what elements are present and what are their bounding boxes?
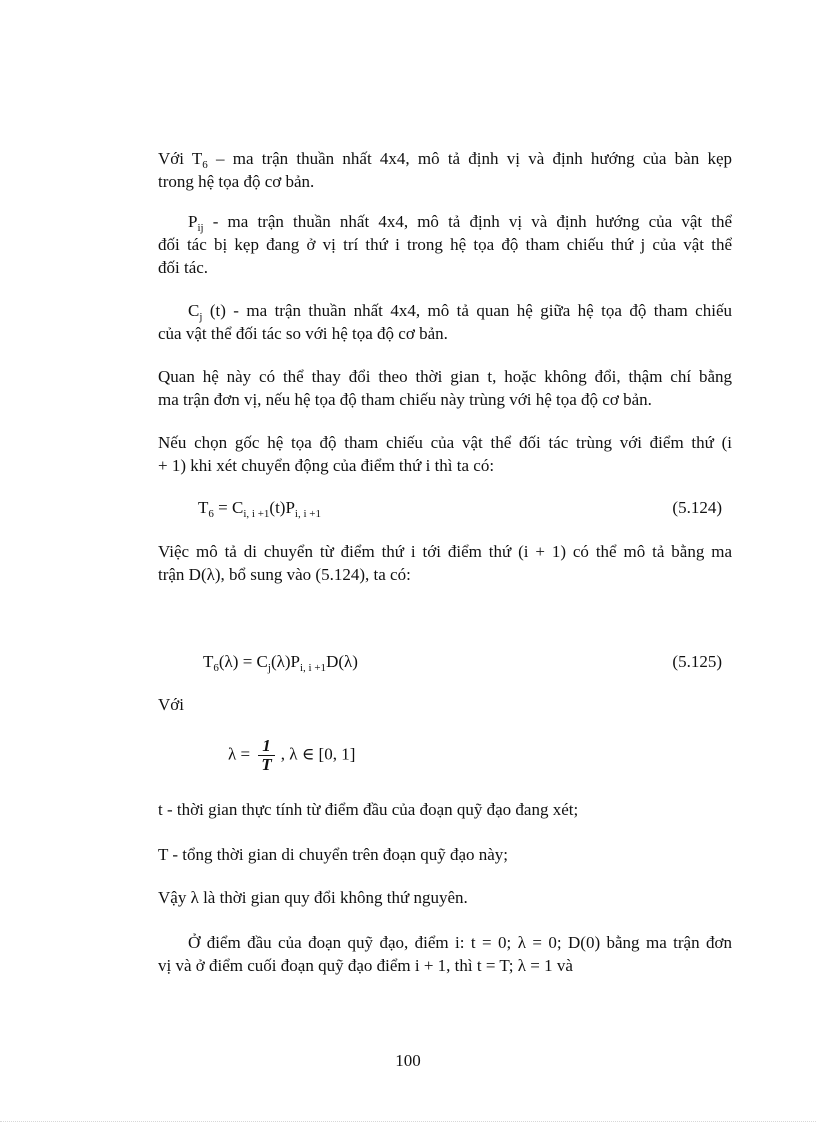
paragraph-relation-note xyxy=(158,365,732,411)
paragraph-t6-definition xyxy=(158,147,732,193)
lambda-definition: λ = $\frac{1}{T}$ , λ ∈ [0, 1] xyxy=(228,736,356,774)
text-line: ma trận đơn vị, nếu hệ tọa độ tham chiếu này trùng với hệ tọa độ cơ bản. xyxy=(158,390,652,409)
paragraph-pij-definition xyxy=(158,210,732,279)
text-line: vị và ở điểm cuối đoạn quỹ đạo điểm i + 1, thì t = T; λ = 1 và xyxy=(158,956,573,975)
text-line: đối tác bị kẹp đang ở vị trí thứ i trong hệ tọa độ tham chiếu thứ j của vật thể xyxy=(158,235,732,254)
text-line: đối tác. xyxy=(158,258,209,277)
equation-number: (5.124) xyxy=(672,498,722,517)
text-line: Ở điểm đầu của đoạn quỹ đạo, điểm i: t = 0; λ = 0; D(0) bằng ma trận đơn xyxy=(188,933,732,952)
text-voi: Với xyxy=(158,695,184,714)
text-line: Với $T_6$ – ma trận thuần nhất 4x4, mô tả định vị và định hướng của bàn kẹp xyxy=(158,149,732,171)
text-line: $C_j$ (t) - ma trận thuần nhất 4x4, mô tả quan hệ giữa hệ tọa độ tham chiếu xyxy=(188,301,732,323)
equation-body: $T_6(\lambda) = C_j(\lambda)P_{i, i +1}D(\lambda)$ xyxy=(203,652,358,674)
paragraph-cj-definition xyxy=(158,299,732,345)
paragraph-motion-description xyxy=(158,540,732,586)
text-line: Quan hệ này có thể thay đổi theo thời gian t, hoặc không đổi, thậm chí bằng xyxy=(158,367,732,386)
text-line: Nếu chọn gốc hệ tọa độ tham chiếu của vật thể đối tác trùng với điểm thứ (i xyxy=(158,433,732,452)
text-line: $P_{ij}$ - ma trận thuần nhất 4x4, mô tả định vị và định hướng của vật thể xyxy=(188,212,732,234)
paragraph-endpoints xyxy=(158,931,732,977)
equation-5-124 xyxy=(158,496,732,520)
text-line: + 1) khi xét chuyển động của điểm thứ i thì ta có: xyxy=(158,456,495,475)
text-line: trận D(λ), bổ sung vào (5.124), ta có: xyxy=(158,565,411,584)
equation-number: (5.125) xyxy=(672,652,722,671)
text-line: của vật thể đối tác so với hệ tọa độ cơ bản. xyxy=(158,324,448,343)
fraction-1-over-T: $\frac{1}{T}$ xyxy=(258,737,274,774)
page-bottom-divider xyxy=(0,1121,816,1122)
equation-5-125 xyxy=(158,650,732,674)
equation-body: $T_6 = C_{i, i +1}(t)P_{i, i +1}$ xyxy=(198,498,321,520)
text-line: trong hệ tọa độ cơ bản. xyxy=(158,172,315,191)
text-line: Việc mô tả di chuyển từ điểm thứ i tới điểm thứ (i + 1) có thể mô tả bằng ma xyxy=(158,542,732,561)
definition-capital-t: T - tổng thời gian di chuyển trên đoạn quỹ đạo này; xyxy=(158,845,509,864)
paragraph-origin-choice xyxy=(158,431,732,477)
definition-t: t - thời gian thực tính từ điểm đầu của đoạn quỹ đạo đang xét; xyxy=(158,800,579,819)
page-number: 100 xyxy=(395,1051,421,1070)
conclusion-lambda: Vậy λ là thời gian quy đổi không thứ nguyên. xyxy=(158,888,468,907)
